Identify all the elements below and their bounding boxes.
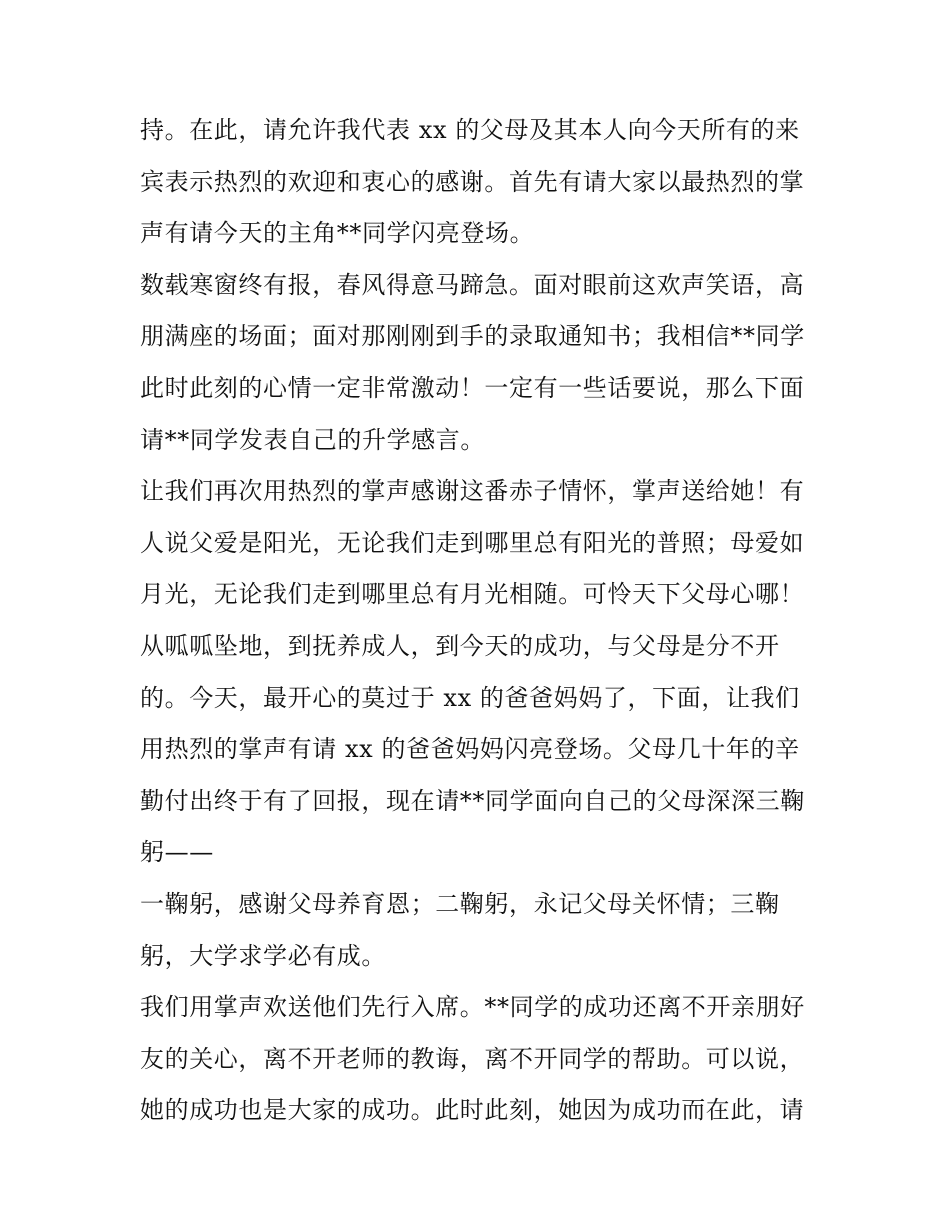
text-line: 躬—— [140, 838, 214, 867]
text-line: 我们用掌声欢送他们先行入席。**同学的成功还离不开亲朋好 [140, 993, 805, 1022]
text-line: 宾表示热烈的欢迎和衷心的感谢。首先有请大家以最热烈的掌 [140, 167, 805, 196]
text-line: 月光，无论我们走到哪里总有月光相随。可怜天下父母心哪！ [140, 580, 805, 609]
text-line: 用热烈的掌声有请 xx 的爸爸妈妈闪亮登场。父母几十年的辛 [140, 735, 800, 764]
text-line: 躬，大学求学必有成。 [140, 941, 386, 970]
text-line: 人说父爱是阳光，无论我们走到哪里总有阳光的普照；母爱如 [140, 528, 805, 557]
text-line: 让我们再次用热烈的掌声感谢这番赤子情怀，掌声送给她！有 [140, 477, 805, 506]
text-line: 一鞠躬，感谢父母养育恩；二鞠躬，永记父母关怀情；三鞠 [140, 889, 780, 918]
text-line: 友的关心，离不开老师的教诲，离不开同学的帮助。可以说， [140, 1044, 805, 1073]
text-line: 数载寒窗终有报，春风得意马蹄急。面对眼前这欢声笑语，高 [140, 270, 805, 299]
body-text [140, 108, 820, 1140]
text-line: 此时此刻的心情一定非常激动！一定有一些话要说，那么下面 [140, 373, 805, 402]
text-line: 声有请今天的主角**同学闪亮登场。 [140, 219, 535, 248]
text-line: 她的成功也是大家的成功。此时此刻，她因为成功而在此，请 [140, 1096, 805, 1125]
text-line: 朋满座的场面；面对那刚刚到手的录取通知书；我相信**同学 [140, 322, 805, 351]
text-line: 勤付出终于有了回报，现在请**同学面向自己的父母深深三鞠 [140, 786, 805, 815]
text-line: 的。今天，最开心的莫过于 xx 的爸爸妈妈了，下面，让我们 [140, 683, 800, 712]
text-line: 持。在此，请允许我代表 xx 的父母及其本人向今天所有的来 [140, 116, 800, 144]
text-line: 从呱呱坠地，到抚养成人，到今天的成功，与父母是分不开 [140, 631, 780, 660]
text-line: 请**同学发表自己的升学感言。 [140, 425, 485, 454]
